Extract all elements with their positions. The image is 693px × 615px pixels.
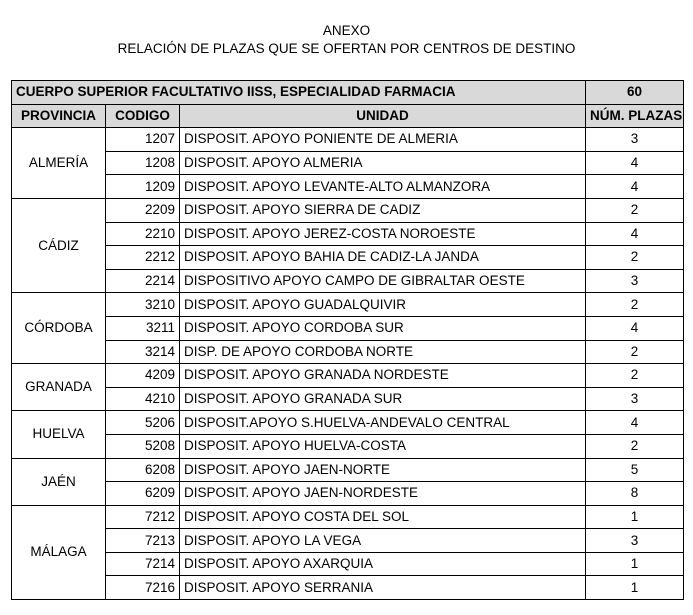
plazas-table — [11, 80, 684, 600]
table-row — [12, 316, 684, 340]
unidad-cell: DISPOSIT. APOYO ALMERIA — [180, 151, 586, 175]
table-row — [12, 151, 684, 175]
plazas-cell: 3 — [586, 387, 684, 411]
annex-title: ANEXO — [322, 23, 371, 38]
unidad-cell: DISPOSIT. APOYO SIERRA DE CADIZ — [180, 198, 586, 222]
codigo-cell: 5206 — [106, 411, 180, 435]
codigo-cell: 6209 — [106, 482, 180, 506]
unidad-cell: DISPOSIT. APOYO COSTA DEL SOL — [180, 505, 586, 529]
provincia-cell: MÁLAGA — [12, 505, 106, 599]
unidad-cell: DISPOSIT. APOYO JEREZ-COSTA NOROESTE — [180, 222, 586, 246]
plazas-cell: 1 — [586, 552, 684, 576]
table-title: CUERPO SUPERIOR FACULTATIVO IISS, ESPECIALIDAD FARMACIA — [12, 81, 586, 105]
provincia-cell: ALMERÍA — [12, 128, 106, 199]
table-row — [12, 222, 684, 246]
codigo-cell: 4209 — [106, 364, 180, 388]
unidad-cell: DISPOSIT. APOYO AXARQUIA — [180, 552, 586, 576]
unidad-cell: DISPOSIT. APOYO SERRANIA — [180, 576, 586, 600]
annex-subtitle: RELACIÓN DE PLAZAS QUE SE OFERTAN POR CENTROS DE DESTINO — [117, 41, 576, 56]
codigo-cell: 3211 — [106, 316, 180, 340]
unidad-cell: DISP. DE APOYO CORDOBA NORTE — [180, 340, 586, 364]
plazas-cell: 1 — [586, 505, 684, 529]
unidad-cell: DISPOSITIVO APOYO CAMPO DE GIBRALTAR OESTE — [180, 269, 586, 293]
plazas-cell: 2 — [586, 293, 684, 317]
codigo-cell: 2212 — [106, 246, 180, 270]
plazas-cell: 2 — [586, 198, 684, 222]
codigo-cell: 3210 — [106, 293, 180, 317]
table-row — [12, 576, 684, 600]
unidad-cell: DISPOSIT. APOYO GRANADA NORDESTE — [180, 364, 586, 388]
table-row — [12, 529, 684, 553]
table-row — [12, 364, 684, 388]
column-header-provincia: PROVINCIA — [12, 104, 106, 128]
column-header-plazas: NÚM. PLAZAS — [586, 104, 684, 128]
table-row — [12, 269, 684, 293]
plazas-cell: 2 — [586, 246, 684, 270]
unidad-cell: DISPOSIT. APOYO GRANADA SUR — [180, 387, 586, 411]
table-row — [12, 198, 684, 222]
table-row — [12, 482, 684, 506]
provincia-cell: CÓRDOBA — [12, 293, 106, 364]
table-row — [12, 293, 684, 317]
column-header-unidad: UNIDAD — [180, 104, 586, 128]
plazas-cell: 4 — [586, 175, 684, 199]
codigo-cell: 1207 — [106, 128, 180, 152]
table-row — [12, 434, 684, 458]
table-row — [12, 387, 684, 411]
codigo-cell: 7216 — [106, 576, 180, 600]
plazas-cell: 2 — [586, 434, 684, 458]
codigo-cell: 3214 — [106, 340, 180, 364]
provincia-cell: HUELVA — [12, 411, 106, 458]
table-title-row — [12, 81, 684, 105]
codigo-cell: 7214 — [106, 552, 180, 576]
codigo-cell: 6208 — [106, 458, 180, 482]
plazas-cell: 4 — [586, 411, 684, 435]
table-row — [12, 505, 684, 529]
table-row — [12, 411, 684, 435]
column-header-codigo: CODIGO — [106, 104, 180, 128]
unidad-cell: DISPOSIT. APOYO LEVANTE-ALTO ALMANZORA — [180, 175, 586, 199]
unidad-cell: DISPOSIT. APOYO PONIENTE DE ALMERIA — [180, 128, 586, 152]
table-row — [12, 340, 684, 364]
unidad-cell: DISPOSIT. APOYO LA VEGA — [180, 529, 586, 553]
plazas-cell: 2 — [586, 364, 684, 388]
unidad-cell: DISPOSIT. APOYO JAEN-NORDESTE — [180, 482, 586, 506]
table-row — [12, 246, 684, 270]
table-row — [12, 128, 684, 152]
codigo-cell: 2209 — [106, 198, 180, 222]
column-header-row — [12, 104, 684, 128]
unidad-cell: DISPOSIT. APOYO HUELVA-COSTA — [180, 434, 586, 458]
codigo-cell: 1209 — [106, 175, 180, 199]
plazas-cell: 3 — [586, 128, 684, 152]
provincia-cell: CÁDIZ — [12, 198, 106, 292]
unidad-cell: DISPOSIT. APOYO CORDOBA SUR — [180, 316, 586, 340]
codigo-cell: 2210 — [106, 222, 180, 246]
plazas-cell: 1 — [586, 576, 684, 600]
unidad-cell: DISPOSIT. APOYO BAHIA DE CADIZ-LA JANDA — [180, 246, 586, 270]
table-row — [12, 552, 684, 576]
plazas-cell: 5 — [586, 458, 684, 482]
codigo-cell: 2214 — [106, 269, 180, 293]
provincia-cell: JAÉN — [12, 458, 106, 505]
codigo-cell: 5208 — [106, 434, 180, 458]
unidad-cell: DISPOSIT. APOYO GUADALQUIVIR — [180, 293, 586, 317]
plazas-cell: 4 — [586, 222, 684, 246]
plazas-cell: 3 — [586, 529, 684, 553]
table-row — [12, 458, 684, 482]
plazas-cell: 2 — [586, 340, 684, 364]
table-row — [12, 175, 684, 199]
unidad-cell: DISPOSIT. APOYO JAEN-NORTE — [180, 458, 586, 482]
total-plazas: 60 — [586, 81, 684, 105]
plazas-cell: 4 — [586, 151, 684, 175]
plazas-cell: 3 — [586, 269, 684, 293]
unidad-cell: DISPOSIT.APOYO S.HUELVA-ANDEVALO CENTRAL — [180, 411, 586, 435]
codigo-cell: 1208 — [106, 151, 180, 175]
provincia-cell: GRANADA — [12, 364, 106, 411]
plazas-cell: 4 — [586, 316, 684, 340]
codigo-cell: 7213 — [106, 529, 180, 553]
plazas-cell: 8 — [586, 482, 684, 506]
codigo-cell: 4210 — [106, 387, 180, 411]
table-body — [12, 128, 684, 600]
codigo-cell: 7212 — [106, 505, 180, 529]
